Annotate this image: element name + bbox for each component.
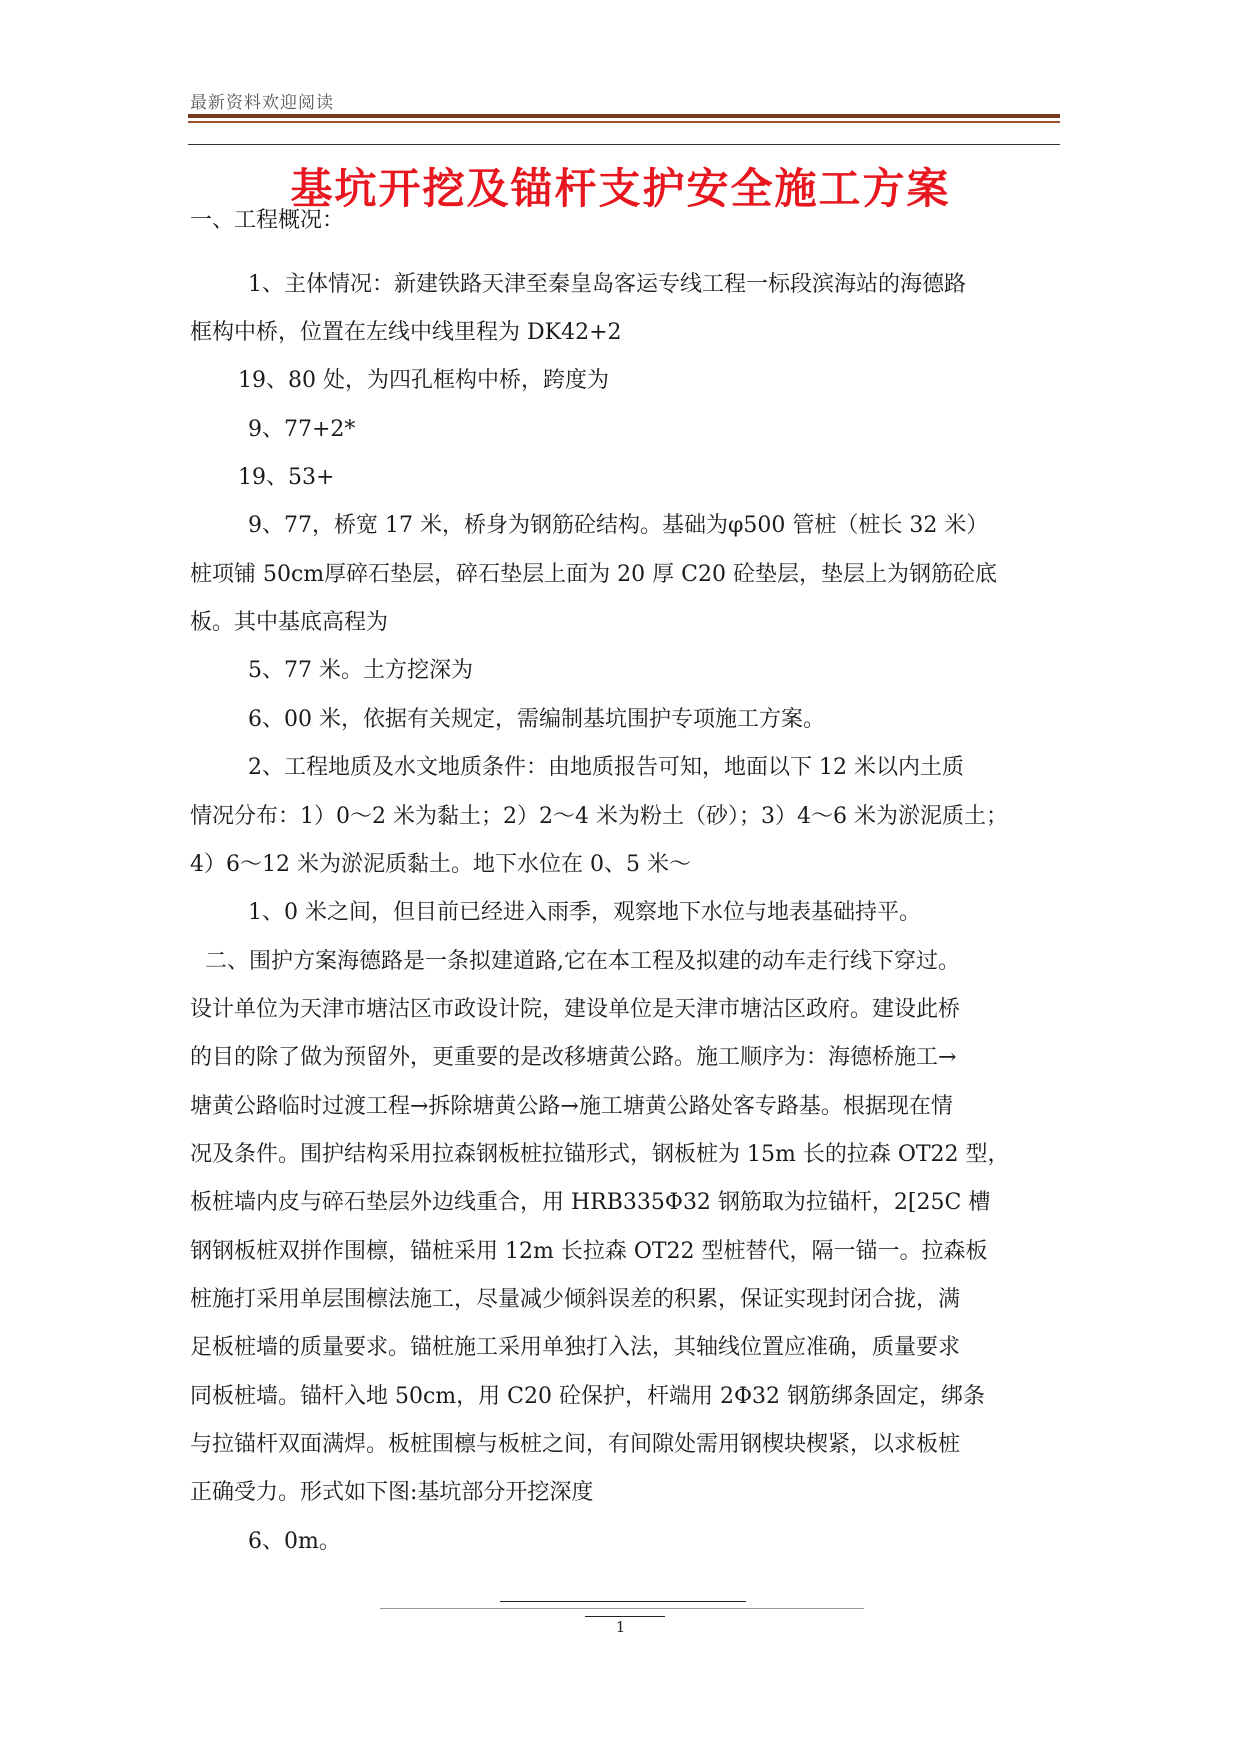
- paragraph-line: 板桩墙内皮与碎石垫层外边线重合，用 HRB335Φ32 钢筋取为拉锚杆，2[25C 槽: [190, 1190, 991, 1215]
- paragraph-line: 5、77 米。土方挖深为: [248, 658, 473, 683]
- footer-rule: [380, 1608, 864, 1609]
- paragraph-line: 况及条件。围护结构采用拉森钢板桩拉锚形式，钢板桩为 15m 长的拉森 OT22 型，: [190, 1142, 1010, 1167]
- paragraph-line: 设计单位为天津市塘沽区市政设计院，建设单位是天津市塘沽区政府。建设此桥: [190, 997, 961, 1022]
- paragraph-line: 框构中桥，位置在左线中线里程为 DK42+2: [190, 320, 622, 345]
- paragraph-line: 4）6～12 米为淤泥质黏土。地下水位在 0、5 米～: [190, 852, 691, 877]
- header-rule-mid: [188, 121, 1060, 123]
- section-heading-overview: 一、工程概况：: [190, 208, 345, 233]
- paragraph-line: 1、主体情况：新建铁路天津至秦皇岛客运专线工程一标段滨海站的海德路: [248, 272, 966, 297]
- paragraph-line: 与拉锚杆双面满焊。板桩围檩与板桩之间，有间隙处需用钢楔块楔紧，以求板桩: [190, 1432, 961, 1457]
- footer-rule: [585, 1616, 665, 1617]
- paragraph-line: 正确受力。形式如下图:基坑部分开挖深度: [190, 1480, 594, 1505]
- paragraph-line: 2、工程地质及水文地质条件：由地质报告可知，地面以下 12 米以内土质: [248, 755, 964, 780]
- paragraph-line: 板。其中基底高程为: [190, 610, 389, 635]
- paragraph-line: 桩项铺 50cm厚碎石垫层，碎石垫层上面为 20 厚 C20 砼垫层，垫层上为钢筋砼底: [190, 562, 997, 587]
- header-rule-thin: [188, 144, 1060, 145]
- footer-rule: [500, 1601, 746, 1602]
- document-title: 基坑开挖及锚杆支护安全施工方案: [290, 164, 951, 213]
- paragraph-line: 的目的除了做为预留外，更重要的是改移塘黄公路。施工顺序为：海德桥施工→: [190, 1045, 957, 1070]
- paragraph-line: 9、77+2*: [248, 417, 356, 442]
- paragraph-line: 同板桩墙。锚杆入地 50cm，用 C20 砼保护，杆端用 2Φ32 钢筋绑条固定，绑条: [190, 1384, 985, 1409]
- header-text: 最新资料欢迎阅读: [190, 93, 334, 113]
- paragraph-line: 6、00 米，依据有关规定，需编制基坑围护专项施工方案。: [248, 707, 825, 732]
- paragraph-line: 塘黄公路临时过渡工程→拆除塘黄公路→施工塘黄公路处客专路基。根据现在情: [190, 1094, 953, 1119]
- paragraph-line: 19、80 处，为四孔框构中桥，跨度为: [238, 368, 609, 393]
- header-rule-thick: [188, 114, 1060, 118]
- section-heading-protection: 二、围护方案海德路是一条拟建道路,它在本工程及拟建的动车走行线下穿过。: [205, 949, 960, 974]
- page-number: 1: [615, 1618, 626, 1636]
- paragraph-line: 19、53+: [238, 465, 335, 490]
- paragraph-line: 情况分布：1）0～2 米为黏土；2）2～4 米为粉土（砂）；3）4～6 米为淤泥质土；: [190, 804, 1008, 829]
- paragraph-line: 9、77，桥宽 17 米，桥身为钢筋砼结构。基础为φ500 管桩（桩长 32 米）: [248, 513, 989, 538]
- paragraph-line: 1、0 米之间，但目前已经进入雨季，观察地下水位与地表基础持平。: [248, 900, 921, 925]
- paragraph-line: 桩施打采用单层围檩法施工，尽量减少倾斜误差的积累，保证实现封闭合拢，满: [190, 1287, 961, 1312]
- paragraph-line: 钢钢板桩双拼作围檩，锚桩采用 12m 长拉森 OT22 型桩替代，隔一锚一。拉森板: [190, 1239, 988, 1264]
- paragraph-line: 足板桩墙的质量要求。锚桩施工采用单独打入法，其轴线位置应准确，质量要求: [190, 1335, 961, 1360]
- paragraph-line: 6、0m。: [248, 1529, 341, 1554]
